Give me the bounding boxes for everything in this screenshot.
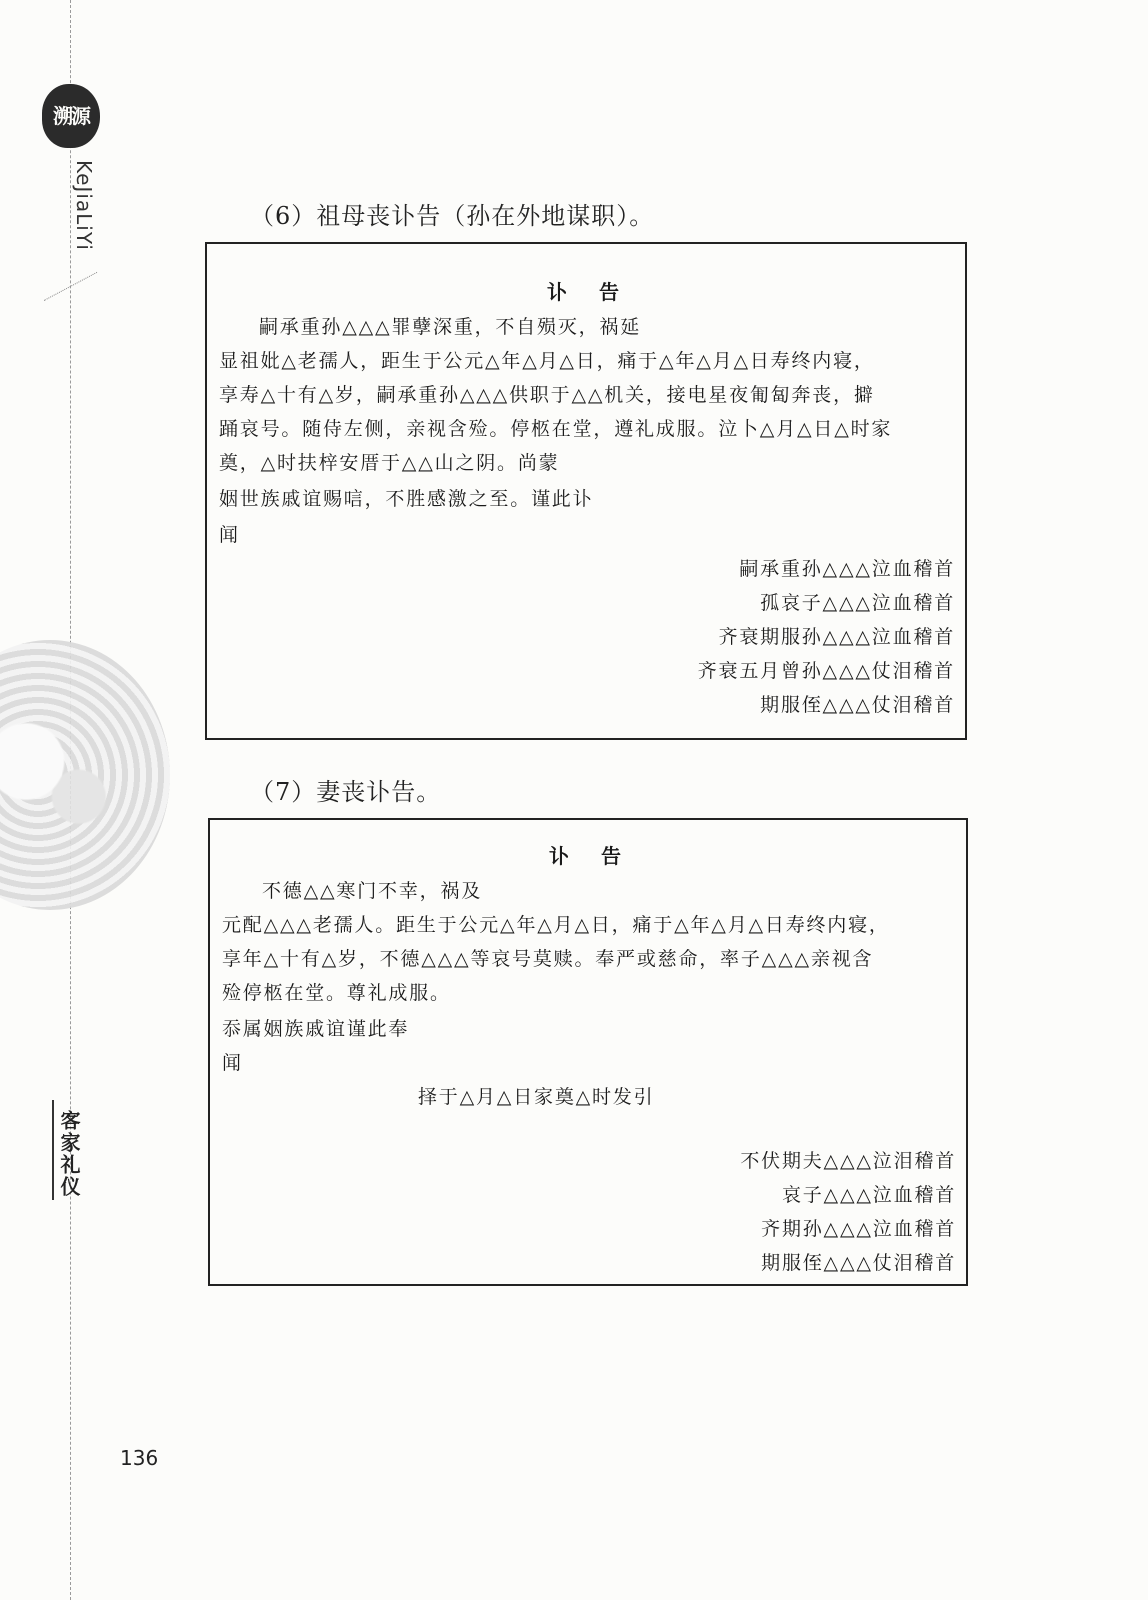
series-label: KeJiaLiYi xyxy=(72,160,96,251)
notice-box xyxy=(208,818,968,1286)
section-title: （6）祖母丧讣告（孙在外地谋职）。 xyxy=(250,202,655,230)
notice-line: 奠，△时扶梓安厝于△△山之阴。尚蒙 xyxy=(219,452,560,474)
signature-line: 不伏期夫△△△泣泪稽首 xyxy=(740,1150,956,1172)
page-number: 136 xyxy=(120,1446,159,1470)
notice-line: 闻 xyxy=(219,524,240,546)
signature-line: 齐期孙△△△泣血稽首 xyxy=(761,1218,956,1240)
signature-line: 齐衰期服孙△△△泣血稽首 xyxy=(718,626,955,648)
seal-logo xyxy=(42,84,100,148)
notice-line: 忝属姻族戚谊谨此奉 xyxy=(222,1018,410,1040)
notice-line: 姻世族戚谊赐唁，不胜感激之至。谨此讣 xyxy=(219,488,594,510)
notice-note: 择于△月△日家奠△时发引 xyxy=(418,1086,655,1108)
notice-line: 显祖妣△老孺人，距生于公元△年△月△日，痛于△年△月△日寿终内寝， xyxy=(219,350,875,372)
signature-line: 齐衰五月曾孙△△△仗泪稽首 xyxy=(697,660,955,682)
notice-heading: 讣 告 xyxy=(549,844,627,868)
signature-line: 哀子△△△泣血稽首 xyxy=(781,1184,956,1206)
notice-line: 不德△△寒门不幸，祸及 xyxy=(262,880,483,902)
notice-line: 闻 xyxy=(222,1052,243,1074)
notice-line: 嗣承重孙△△△罪孽深重，不自殒灭，祸延 xyxy=(259,316,642,338)
notice-heading: 讣 告 xyxy=(547,280,625,304)
notice-line: 踊哀号。随侍左侧，亲视含殓。停柩在堂，遵礼成服。泣卜△月△日△时家 xyxy=(219,418,893,440)
signature-line: 嗣承重孙△△△泣血稽首 xyxy=(739,558,955,580)
signature-line: 期服侄△△△仗泪稽首 xyxy=(760,694,955,716)
section-title: （7）妻丧讣告。 xyxy=(250,778,442,806)
notice-line: 享寿△十有△岁，嗣承重孙△△△供职于△△机关，接电星夜匍匐奔丧，擗 xyxy=(219,384,875,406)
notice-line: 殓停柩在堂。尊礼成服。 xyxy=(222,982,451,1004)
ornament-medallion xyxy=(0,640,170,910)
seal-text: 溯源 xyxy=(53,104,89,128)
notice-line: 元配△△△老孺人。距生于公元△年△月△日，痛于△年△月△日寿终内寝， xyxy=(222,914,890,936)
book-title: 客家礼仪 xyxy=(57,1110,81,1198)
notice-line: 享年△十有△岁，不德△△△等哀号莫赎。奉严或慈命，率子△△△亲视含 xyxy=(222,948,874,970)
notice-box xyxy=(205,242,967,740)
book-title-rule xyxy=(52,1100,54,1200)
signature-line: 孤哀子△△△泣血稽首 xyxy=(760,592,955,614)
signature-line: 期服侄△△△仗泪稽首 xyxy=(761,1252,956,1274)
